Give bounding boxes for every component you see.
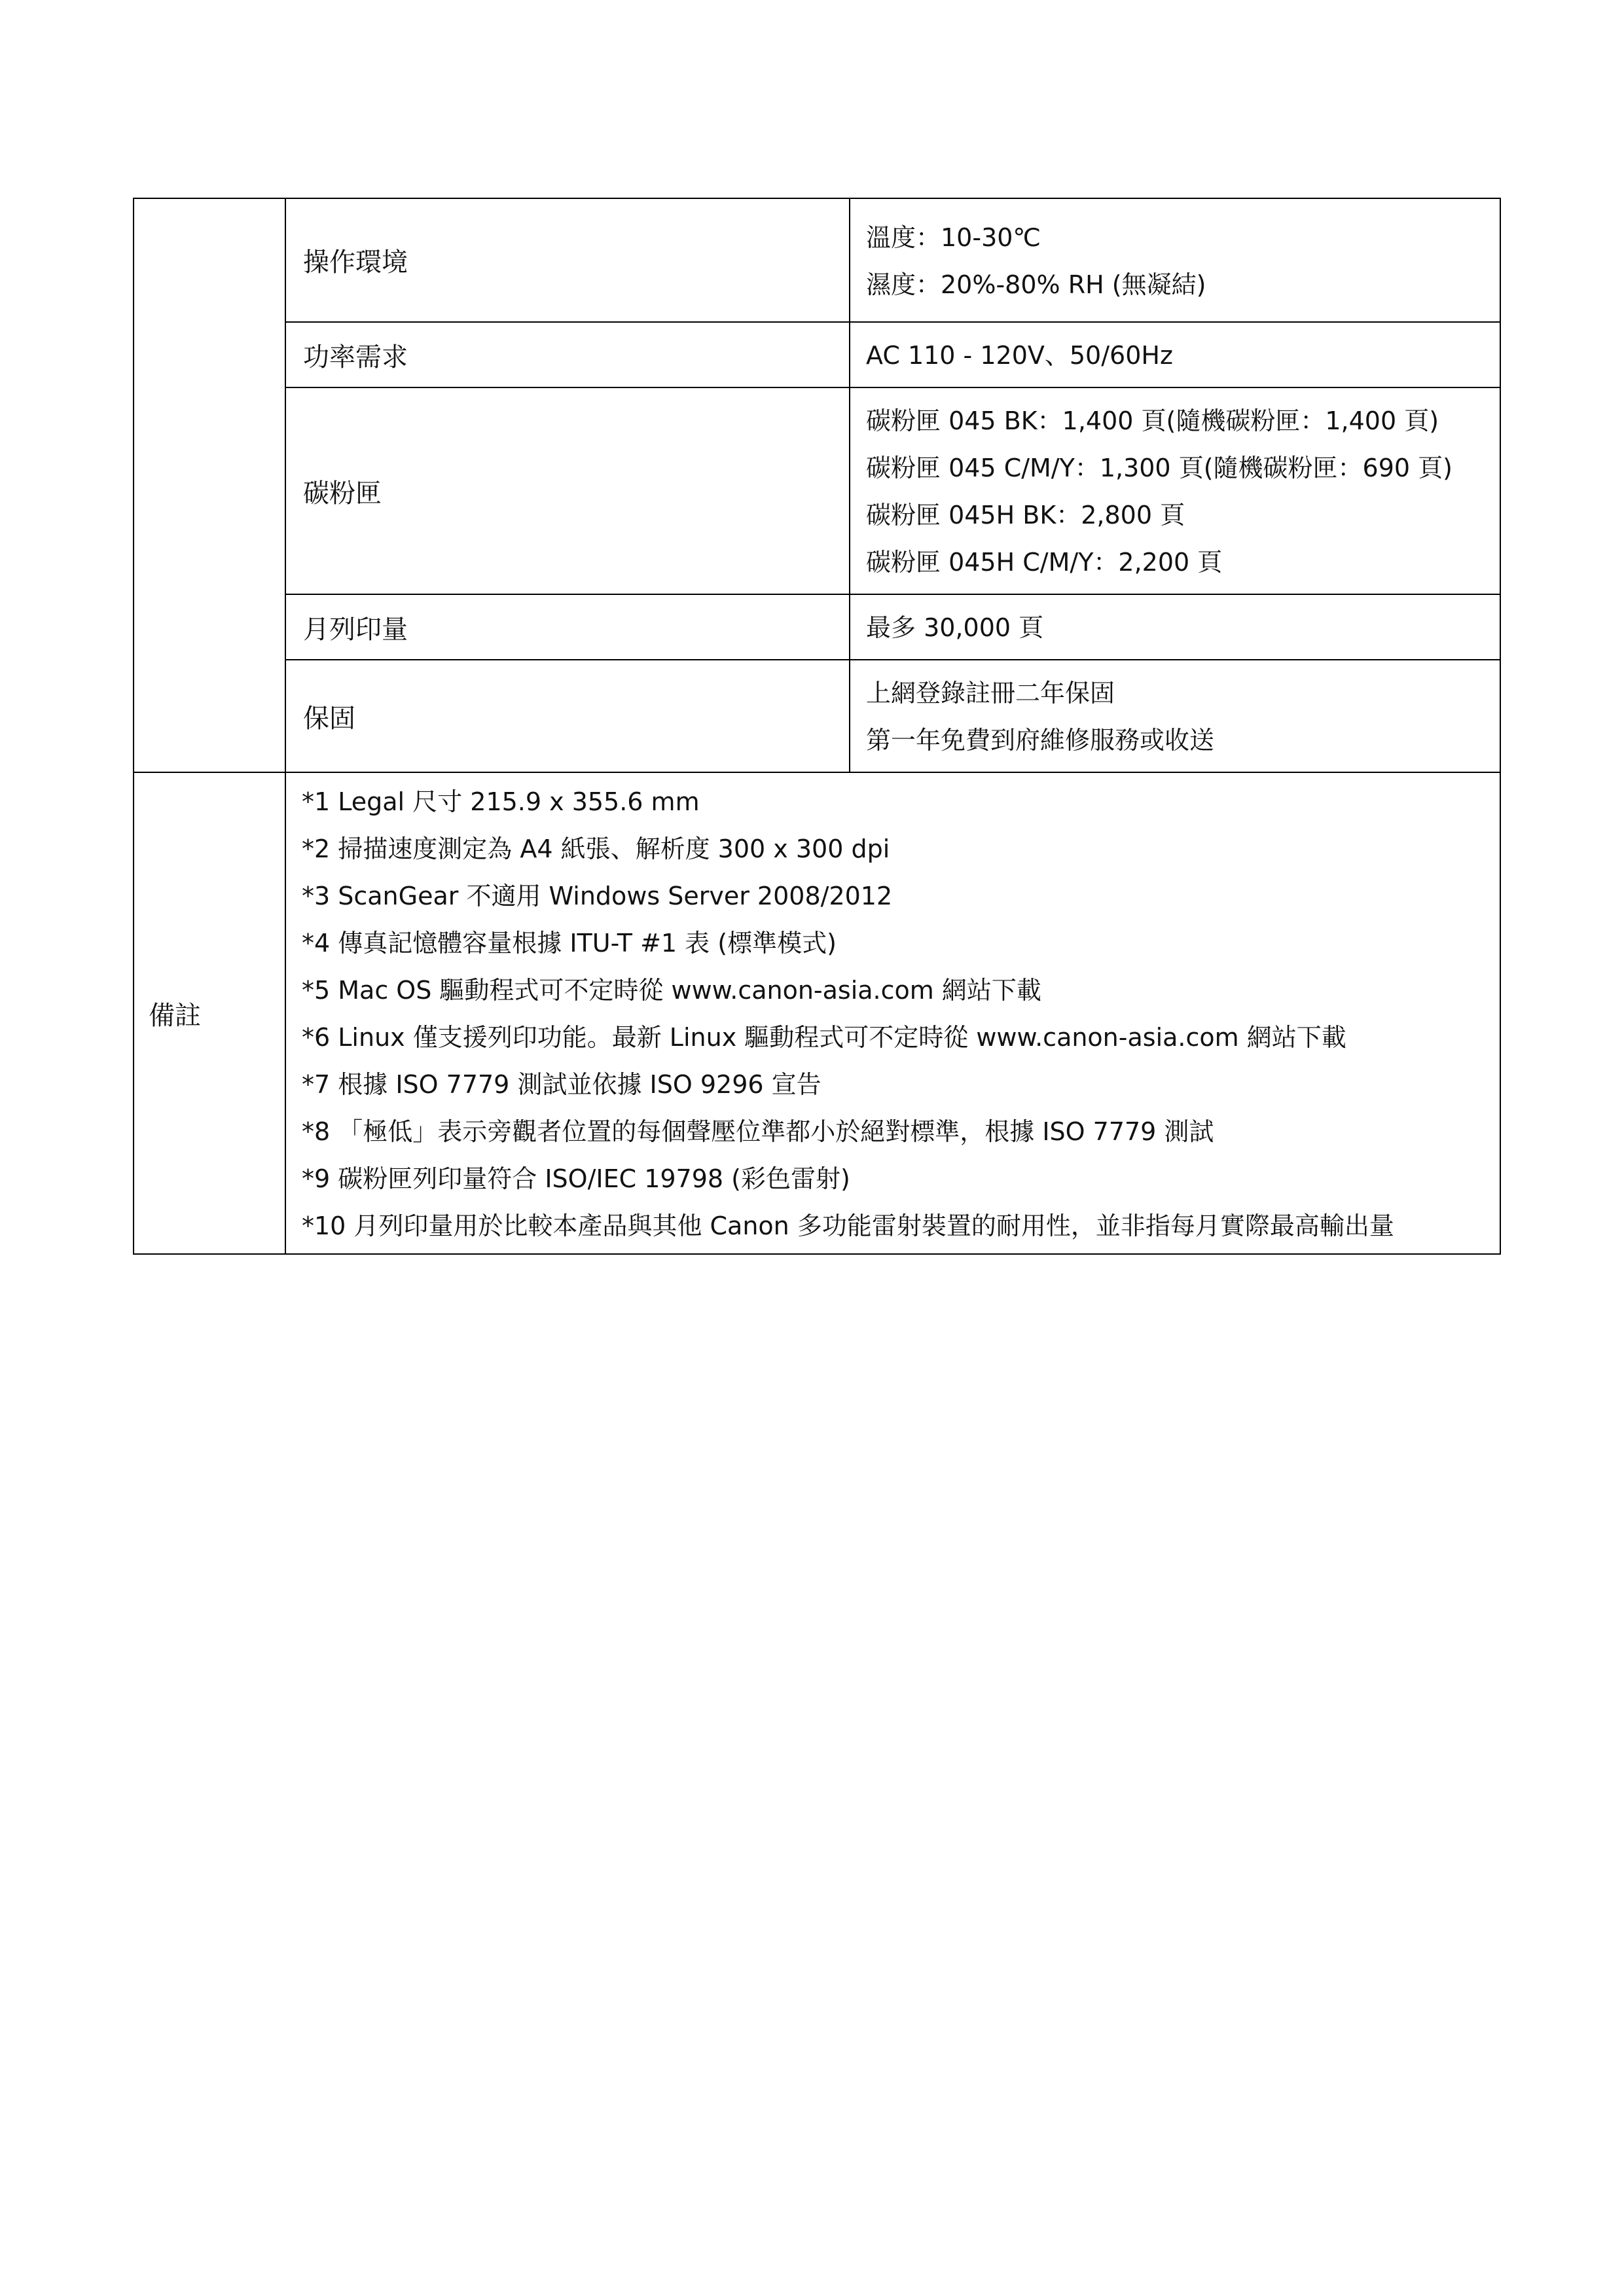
- footnote: *1 Legal 尺寸 215.9 x 355.6 mm: [302, 787, 700, 816]
- spec-row-power: [134, 322, 1500, 387]
- remarks-label: 備註: [134, 772, 285, 1254]
- spec-value: 溫度：10-30℃: [866, 223, 1041, 252]
- spec-label: 保固: [285, 660, 850, 772]
- spec-value-cell: [850, 322, 1500, 387]
- footnote: *6 Linux 僅支援列印功能。最新 Linux 驅動程式可不定時從 www.canon-asia.com 網站下載: [302, 1023, 1346, 1052]
- spec-value-cell: [850, 660, 1500, 772]
- spec-value: AC 110 - 120V、50/60Hz: [866, 341, 1173, 370]
- spec-row-operating-environment: [134, 198, 1500, 322]
- spec-value: 碳粉匣 045 BK：1,400 頁(隨機碳粉匣：1,400 頁): [866, 406, 1439, 435]
- footnote: *2 掃描速度測定為 A4 紙張、解析度 300 x 300 dpi: [302, 834, 890, 863]
- spec-row-warranty: [134, 660, 1500, 772]
- spec-value: 濕度：20%-80% RH (無凝結): [866, 270, 1206, 299]
- spec-value-cell: [850, 387, 1500, 594]
- spec-value: 第一年免費到府維修服務或收送: [866, 726, 1215, 755]
- footnote: *7 根據 ISO 7779 測試並依據 ISO 9296 宣告: [302, 1070, 821, 1099]
- spec-value: 最多 30,000 頁: [866, 613, 1044, 642]
- spec-table: [133, 198, 1501, 1255]
- spec-row-duty-cycle: [134, 594, 1500, 660]
- spec-label: 月列印量: [285, 594, 850, 660]
- footnote: *4 傳真記憶體容量根據 ITU-T #1 表 (標準模式): [302, 929, 837, 958]
- remarks-row: [134, 772, 1500, 1254]
- remarks-notes: [285, 772, 1500, 1254]
- spec-value-cell: [850, 594, 1500, 660]
- footnote: *8 「極低」表示旁觀者位置的每個聲壓位準都小於絕對標準，根據 ISO 7779 測試: [302, 1117, 1214, 1146]
- spec-value: 碳粉匣 045 C/M/Y：1,300 頁(隨機碳粉匣：690 頁): [866, 454, 1453, 482]
- footnote: *5 Mac OS 驅動程式可不定時從 www.canon-asia.com 網站下載: [302, 976, 1041, 1005]
- spec-value: 碳粉匣 045H BK：2,800 頁: [866, 501, 1185, 529]
- spec-label: 操作環境: [285, 198, 850, 322]
- footnote: *10 月列印量用於比較本產品與其他 Canon 多功能雷射裝置的耐用性，並非指每月實際最高輸出量: [302, 1211, 1394, 1240]
- spec-value-cell: [850, 198, 1500, 322]
- spec-value: 碳粉匣 045H C/M/Y：2,200 頁: [866, 548, 1223, 577]
- spec-value: 上網登錄註冊二年保固: [866, 679, 1115, 708]
- footnote: *9 碳粉匣列印量符合 ISO/IEC 19798 (彩色雷射): [302, 1164, 850, 1193]
- spec-label: 碳粉匣: [285, 387, 850, 594]
- spec-label: 功率需求: [285, 322, 850, 387]
- spec-row-toner: [134, 387, 1500, 594]
- footnote: *3 ScanGear 不適用 Windows Server 2008/2012: [302, 882, 893, 910]
- spec-group-cell: [134, 198, 285, 772]
